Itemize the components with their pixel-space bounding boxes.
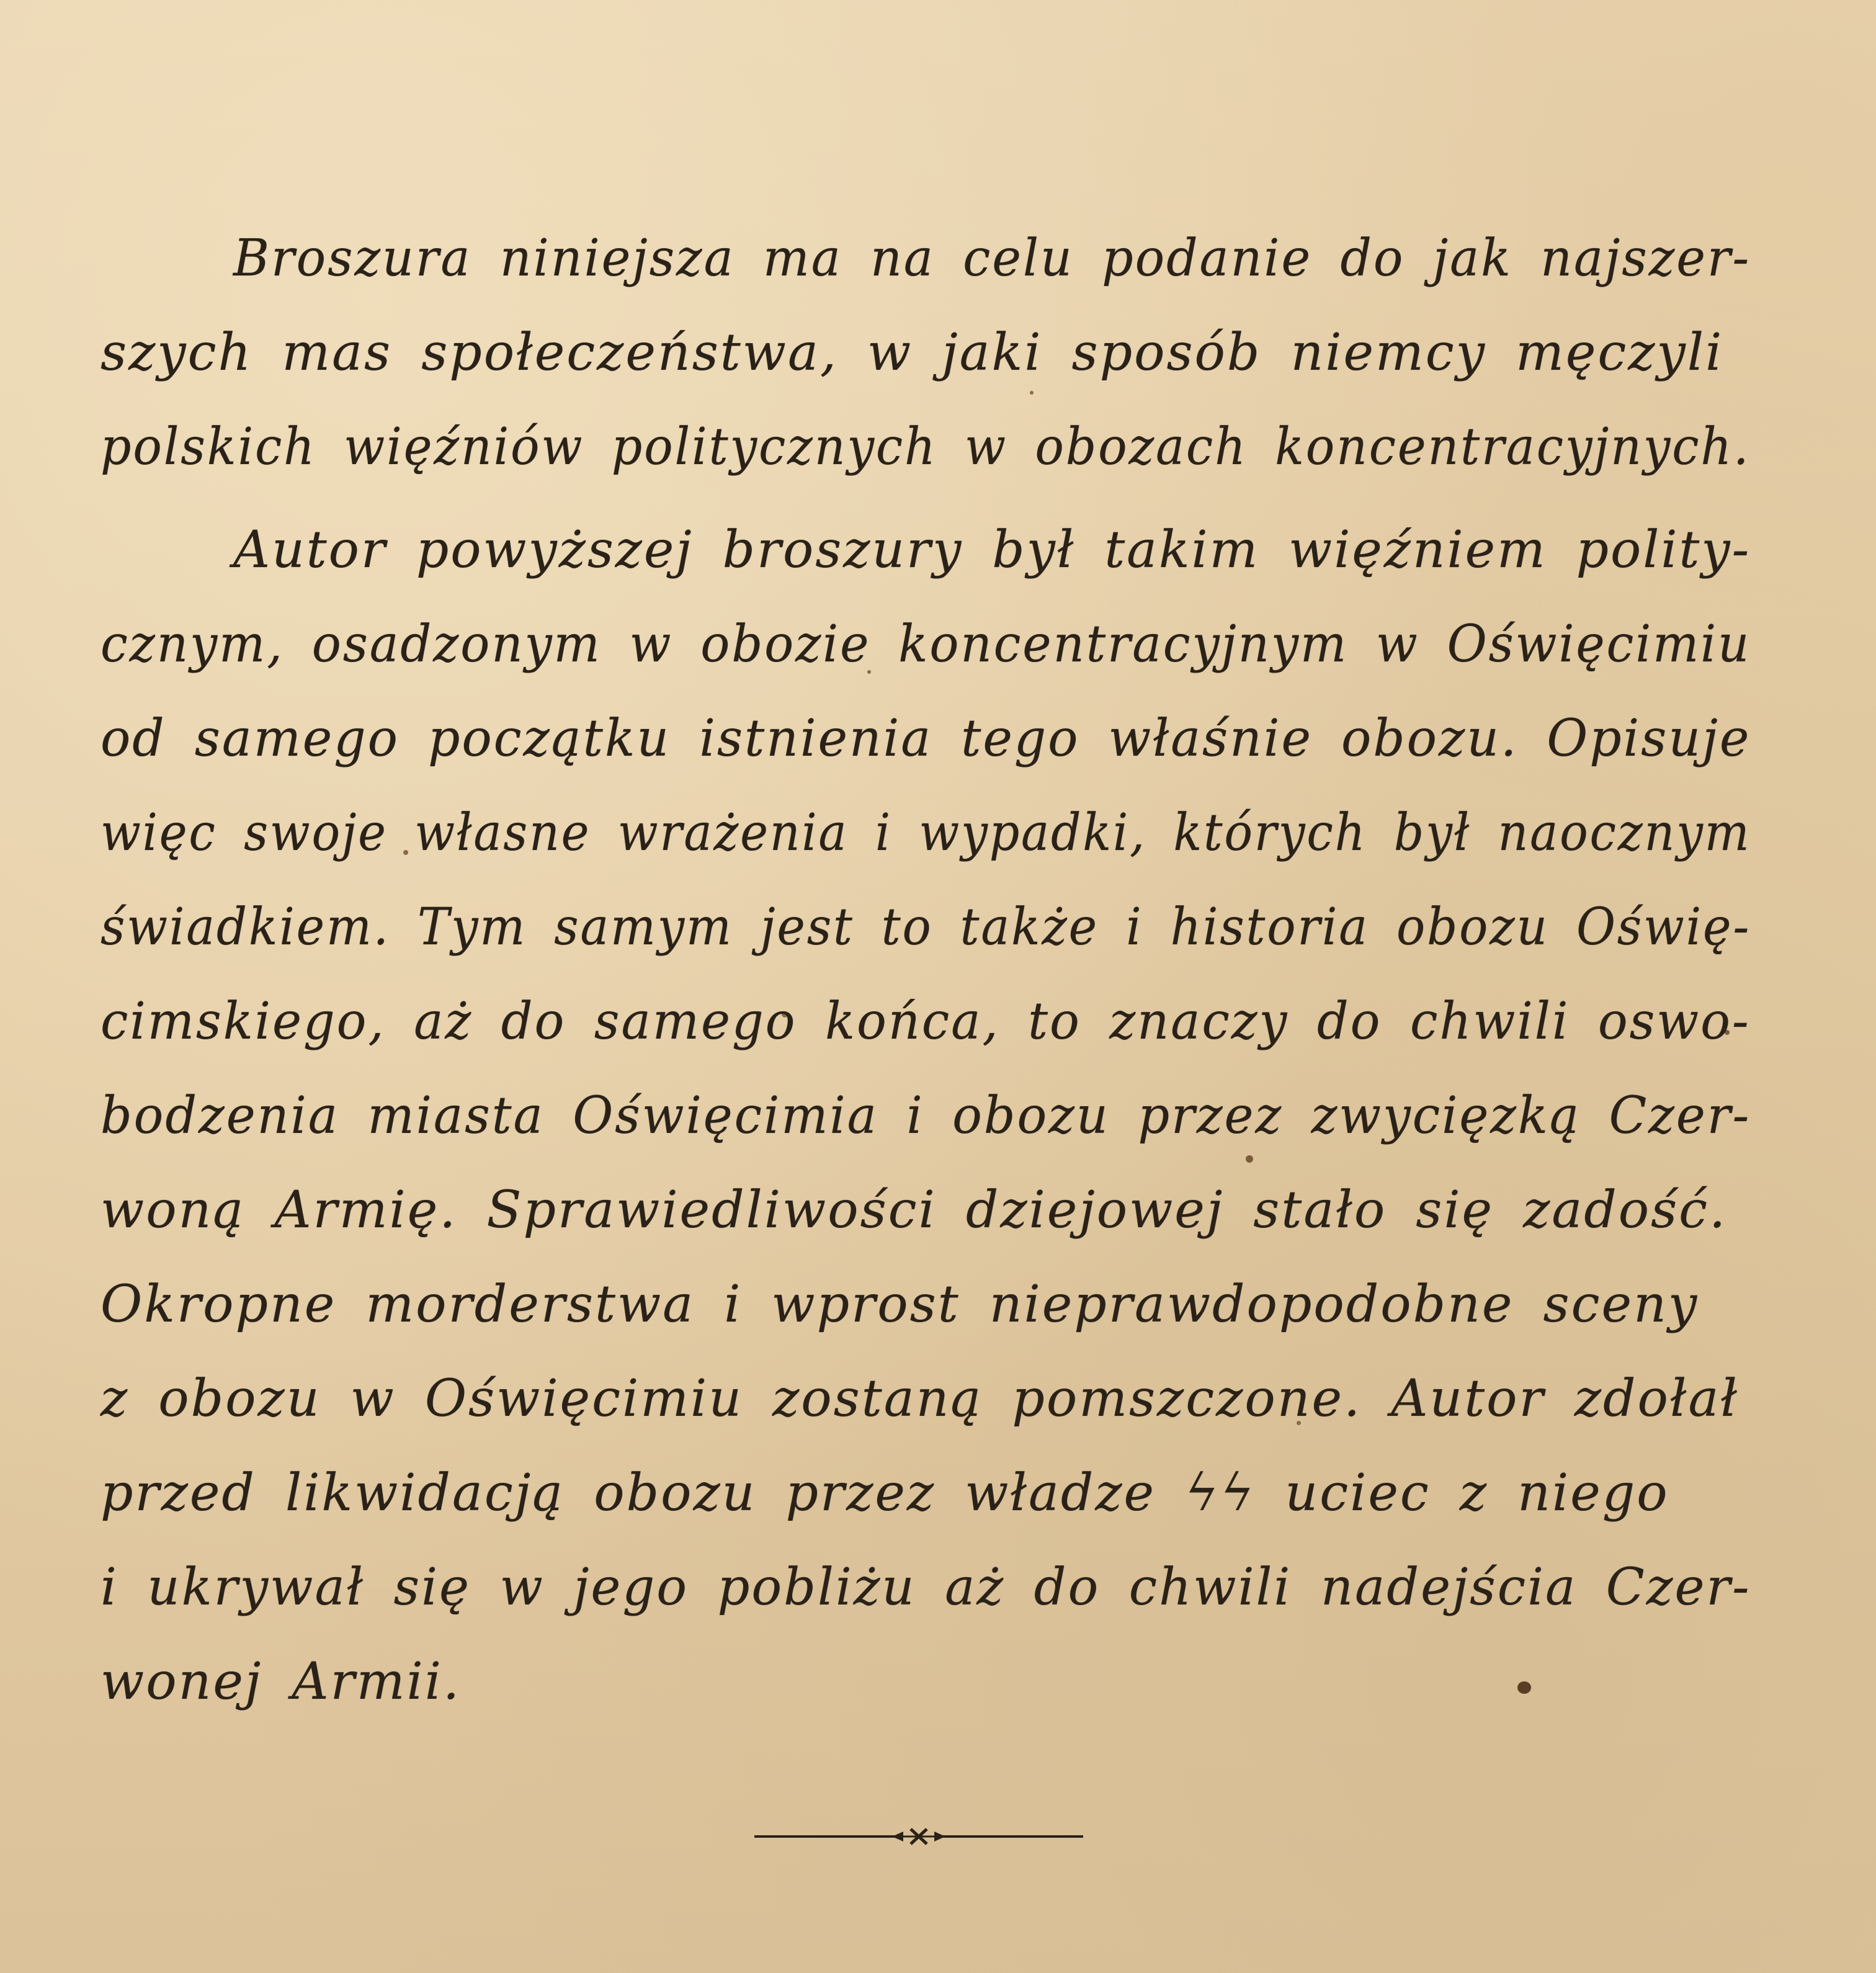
text-line: cimskiego, aż do samego końca, to znaczy do chwili oswo-	[100, 992, 1751, 1051]
text-line: z obozu w Oświęcimiu zostaną pomszczone. Autor zdołał	[100, 1369, 1739, 1428]
text-line: Autor powyższej broszury był takim więźniem polity-	[233, 521, 1751, 579]
text-line: i ukrywał się w jego pobliżu aż do chwili nadejścia Czer-	[100, 1558, 1751, 1617]
text-line: świadkiem. Tym samym jest to także i historia obozu Oświę-	[100, 898, 1751, 957]
text-line: więc swoje własne wrażenia i wypadki, których był naocznym	[100, 803, 1751, 862]
text-line: szych mas społeczeństwa, w jaki sposób niemcy męczyli	[100, 323, 1724, 382]
text-line: wonej Armii.	[100, 1652, 462, 1711]
text-line: przed likwidacją obozu przez władze ϟϟ uciec z niego	[100, 1464, 1669, 1523]
text-line: cznym, osadzonym w obozie koncentracyjnym w Oświęcimiu	[100, 615, 1751, 674]
text-line: Broszura niniejsza ma na celu podanie do jak najszer-	[233, 229, 1751, 288]
text-line: woną Armię. Sprawiedliwości dziejowej stało się zadość.	[100, 1181, 1728, 1240]
paper-speck	[1517, 1681, 1531, 1694]
text-line: polskich więźniów politycznych w obozach koncentracyjnych.	[100, 418, 1751, 476]
text-line: Okropne morderstwa i wprost nieprawdopodobne sceny	[100, 1275, 1699, 1334]
text-line: bodzenia miasta Oświęcimia i obozu przez zwycięzką Czer-	[100, 1086, 1751, 1145]
text-line: od samego początku istnienia tego właśnie obozu. Opisuje	[100, 709, 1751, 768]
ornament-divider-icon	[754, 1824, 1083, 1849]
